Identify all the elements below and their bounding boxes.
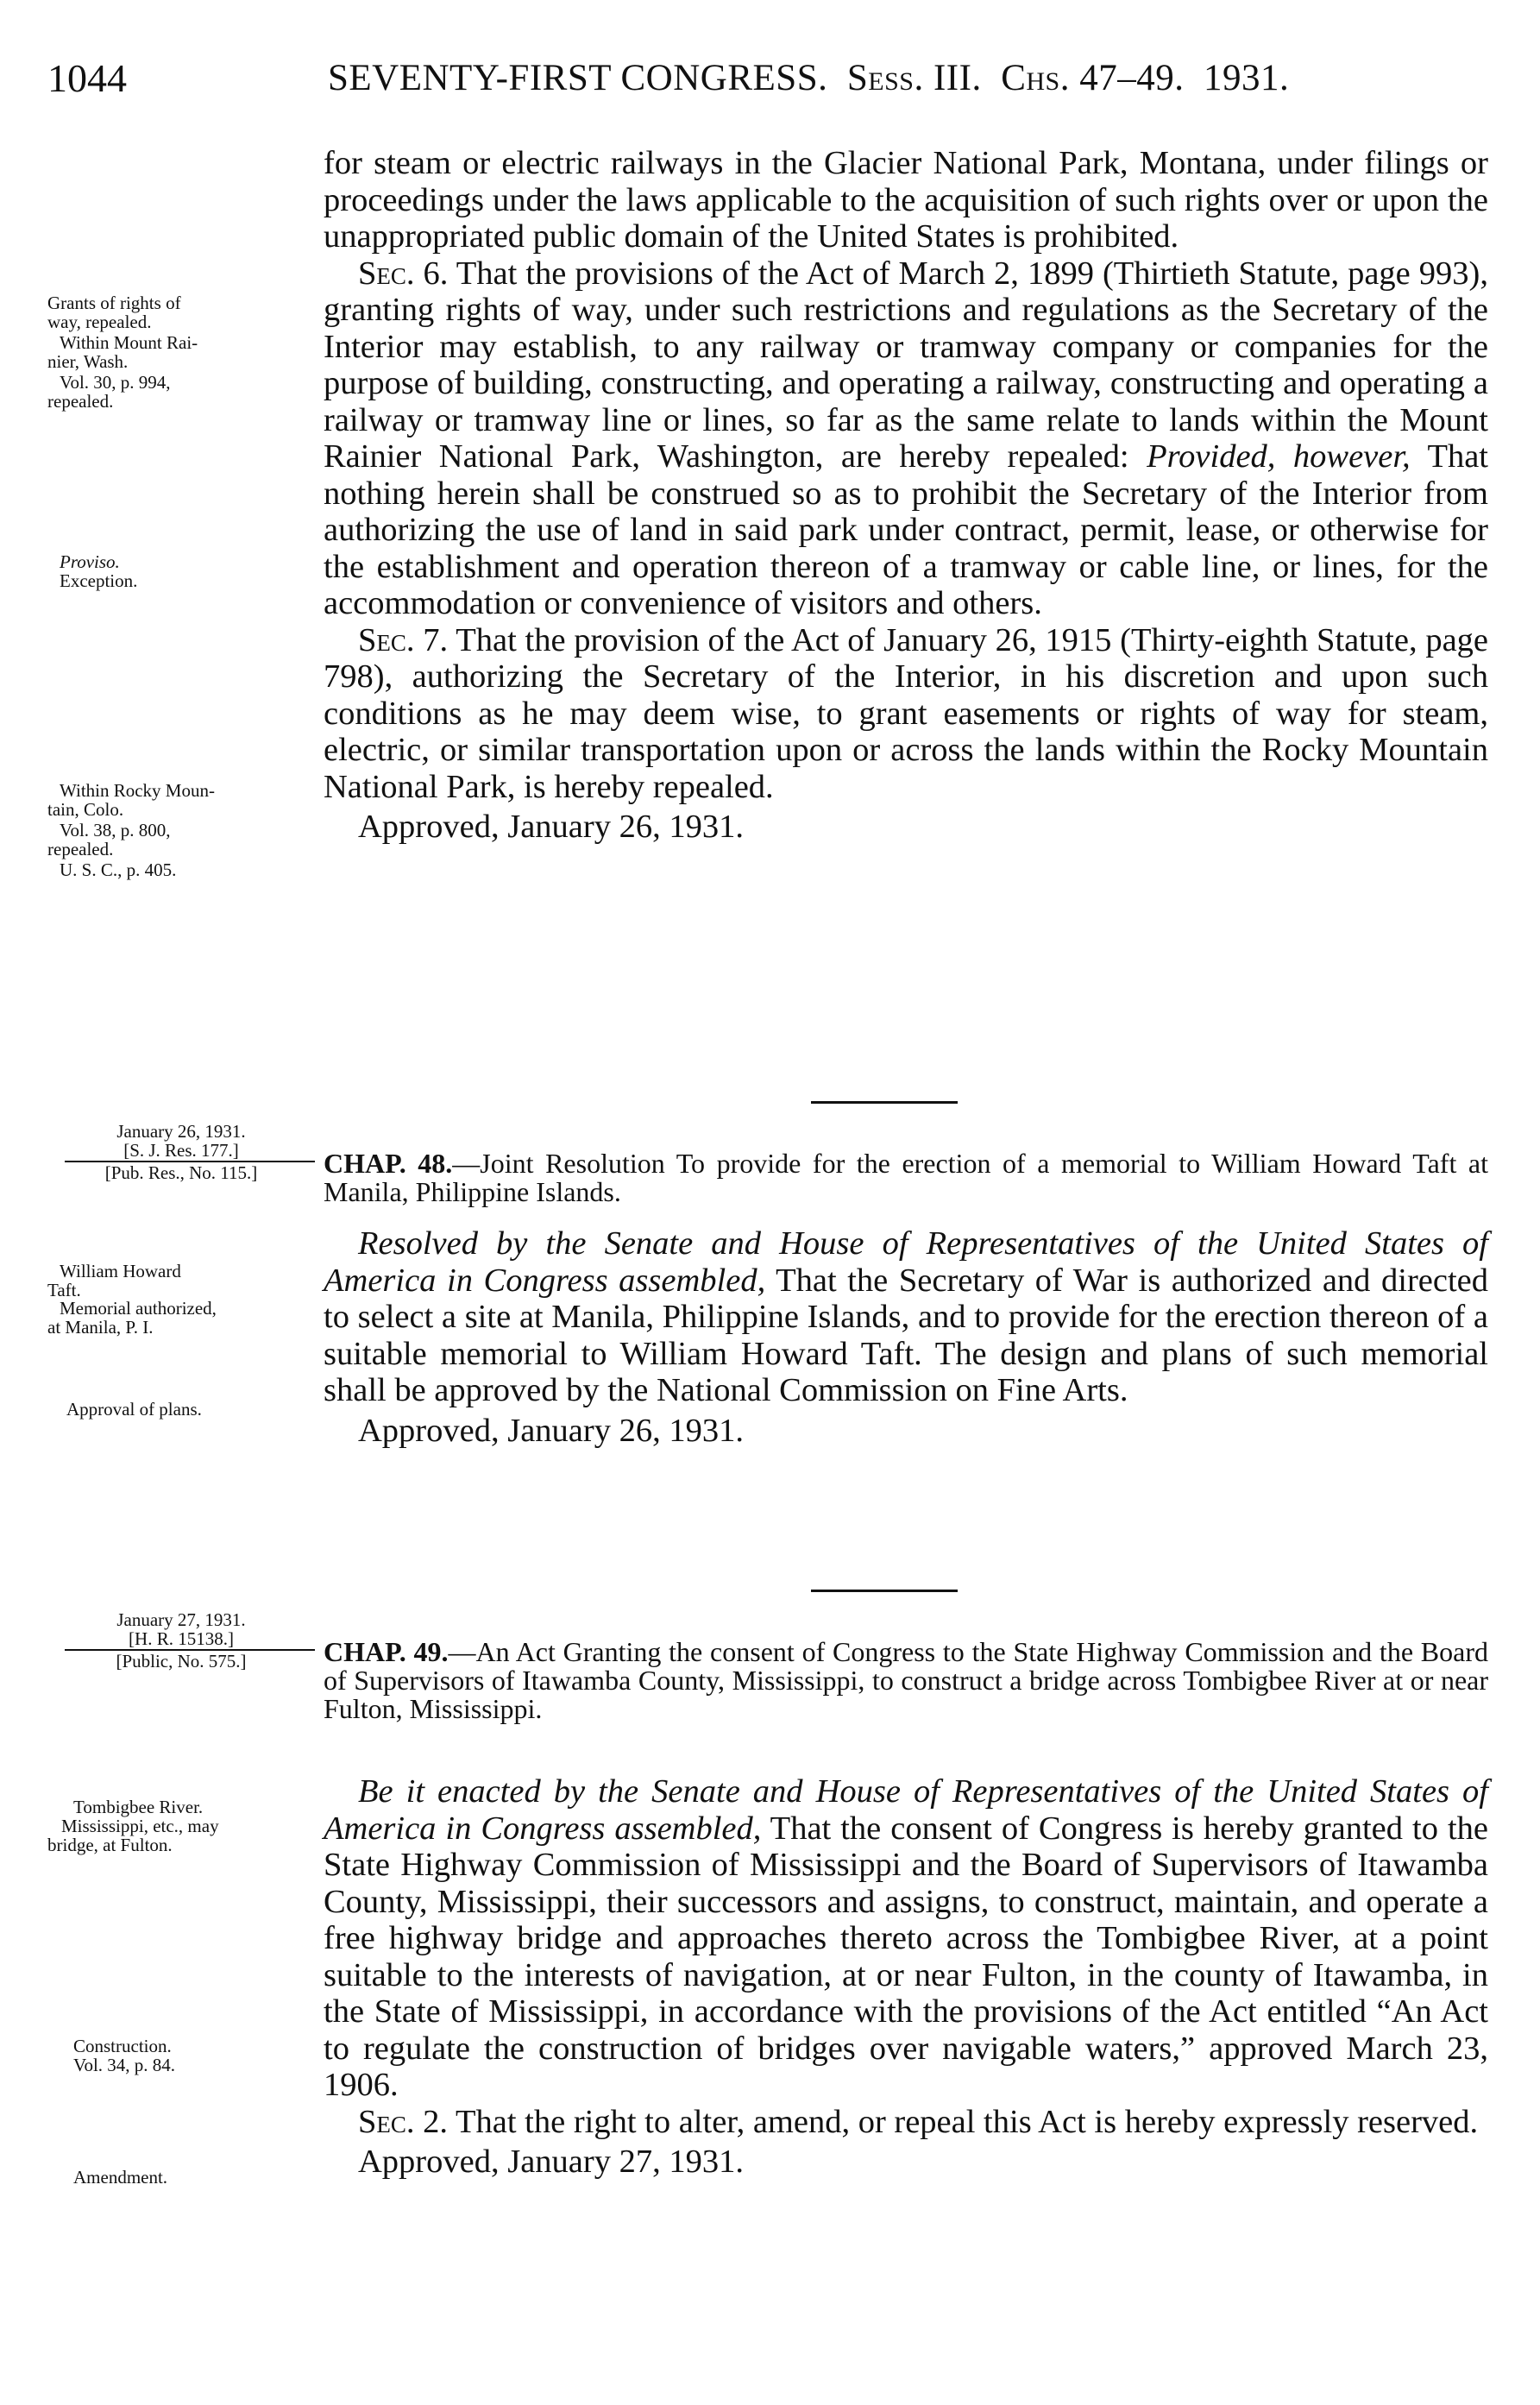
page-header: [47, 43, 1497, 112]
note-proviso: Proviso. Exception.: [60, 551, 138, 591]
running-title: [328, 57, 1289, 99]
note-taft: William Howard Taft.: [47, 1261, 181, 1300]
chap49-date: January 27, 1931.: [116, 1609, 246, 1630]
section-divider-2: [811, 1590, 958, 1592]
approved-chap47: Approved, January 26, 1931.: [358, 809, 744, 845]
chap48-label: CHAP. 48.: [324, 1148, 453, 1179]
note-rocky-vol: Vol. 38, p. 800, repealed.: [47, 820, 171, 859]
chap49-label: CHAP. 49.: [324, 1636, 449, 1667]
approved-chap49: Approved, January 27, 1931.: [358, 2144, 744, 2180]
chap48-docket: [47, 1122, 315, 1182]
note-memorial: Memorial authorized, at Manila, P. I.: [47, 1298, 217, 1338]
note-amendment: Amendment.: [73, 2167, 168, 2188]
year-label: 1931.: [1203, 58, 1290, 98]
note-construction: Construction. Vol. 34, p. 84.: [73, 2036, 176, 2075]
note-rainier: Within Mount Rai- nier, Wash.: [47, 332, 198, 372]
continuation-paragraph: for steam or electric railways in the Glacier National Park, Montana, under filings or proceedings under the laws applicable to the acquisition of such rights over or upon the unappropriated public domain of the United States is prohibited.: [324, 145, 1488, 255]
chap49-heading: [324, 1638, 1488, 1723]
section-6: [324, 255, 1488, 622]
chap48-resolution: [324, 1225, 1488, 1409]
chapter-47-body: [324, 145, 1488, 846]
section-7-text: That the provision of the Act of January 26, 1915 (Thirty-eighth Statute, page 798), authorizing the Secretary of the Interior, in his discretion and upon such conditions as he may deem wise, to grant easements or rights of way for steam, electric, or similar transportation upon or across the lands within the Rocky Mountain National Park, is hereby repealed.: [324, 621, 1489, 805]
note-rainier-vol: Vol. 30, p. 994, repealed.: [47, 372, 171, 412]
section-7-label: Sec. 7.: [358, 621, 449, 658]
note-rocky: Within Rocky Moun- tain, Colo.: [47, 780, 215, 820]
chapter-48-body: [324, 1225, 1488, 1449]
sec2-label: Sec. 2.: [358, 2103, 449, 2140]
chap49-bill: [H. R. 15138.]: [129, 1628, 234, 1649]
approved-chap48: Approved, January 26, 1931.: [358, 1412, 744, 1449]
enacting-clause: Be it enacted by the Senate and House of Representatives of the United States of America in Congress assembled,: [324, 1773, 1488, 1847]
note-approval: Approval of plans.: [66, 1399, 202, 1420]
chap48-date: January 26, 1931.: [116, 1121, 246, 1142]
chap49-docket: [47, 1610, 315, 1671]
section-6-text: That the provisions of the Act of March 2, 1899 (Thirtieth Statute, page 993), granting rights of way, under such restrictions and regulations as the Secretary of the Interior may establish, to any railway or tramway company or companies for the purpose of building, constructing, and operating a railway, constructing and operating a railway or tramway line or lines, so far as the same relate to lands within the Mount Rainier National Park, Washington, are hereby repealed:: [324, 255, 1488, 475]
proviso-text: Provided, however,: [1147, 438, 1411, 475]
note-usc: U. S. C., p. 405.: [60, 859, 177, 880]
section-6-label: Sec. 6.: [358, 255, 449, 292]
page-number: 1044: [47, 56, 127, 100]
chap48-body-text: That the Secretary of War is authorized and directed to select a site at Manila, Philippine Islands, and to provide for the erection thereon of a suitable memorial to William Howard Taft. The design and plans of such memorial shall be approved by the National Commission on Fine Arts.: [324, 1262, 1488, 1408]
section-divider: [811, 1101, 958, 1104]
chap49-title: —An Act Granting the consent of Congress to the State Highway Commission and the Board of Supervisors of Itawamba County, Mississippi, to construct a bridge across Tombigbee River at or near Fulton, Mississippi.: [324, 1636, 1489, 1724]
section-7: [324, 622, 1488, 806]
chap48-pub: [Pub. Res., No. 115.]: [104, 1162, 258, 1183]
chapters-label: Chs. 47–49.: [1001, 58, 1185, 98]
note-tombigbee: Tombigbee River. Mississippi, etc., may bridge, at Fulton.: [47, 1797, 219, 1855]
chap49-body-text: That the consent of Congress is hereby granted to the State Highway Commission of Mississippi and the Board of Supervisors of Itawamba County, Mississippi, their successors and assigns, to construct, maintain, and operate a free highway bridge and approaches thereto across the Tombigbee River, at a point suitable to the interests of navigation, at or near Fulton, in the county of Itawamba, in the State of Mississippi, in accordance with the provisions of the Act entitled “An Act to regulate the construction of bridges over navigable waters,” approved March 23, 1906.: [324, 1810, 1488, 2103]
chap49-pub: [Public, No. 575.]: [116, 1651, 247, 1672]
docket-rule: [65, 1161, 315, 1162]
resolving-clause: Resolved by the Senate and House of Representatives of the United States of America in Congress assembled,: [324, 1225, 1488, 1299]
congress-name: SEVENTY-FIRST CONGRESS.: [328, 58, 828, 98]
chap48-bill: [S. J. Res. 177.]: [123, 1140, 239, 1161]
session-label: Sess. III.: [846, 58, 982, 98]
sec2-text: That the right to alter, amend, or repeal this Act is hereby expressly reserved.: [448, 2103, 1479, 2140]
chap49-enactment: [324, 1773, 1488, 2104]
note-grants: Grants of rights of way, repealed.: [47, 293, 181, 332]
section-6-rest: That nothing herein shall be construed so as to prohibit the Secretary of the Interior from authorizing the use of land in said park under contract, permit, lease, or otherwise for the establishment and operation thereon of a tramway or cable line, or lines, for the accommodation or convenience of visitors and others.: [324, 438, 1488, 621]
chapter-49-body: [324, 1773, 1488, 2181]
docket-rule-2: [65, 1649, 315, 1651]
chap48-heading: [324, 1149, 1488, 1206]
chap49-section-2: [324, 2104, 1488, 2141]
chap48-title: —Joint Resolution To provide for the erection of a memorial to William Howard Taft at Manila, Philippine Islands.: [324, 1148, 1489, 1207]
